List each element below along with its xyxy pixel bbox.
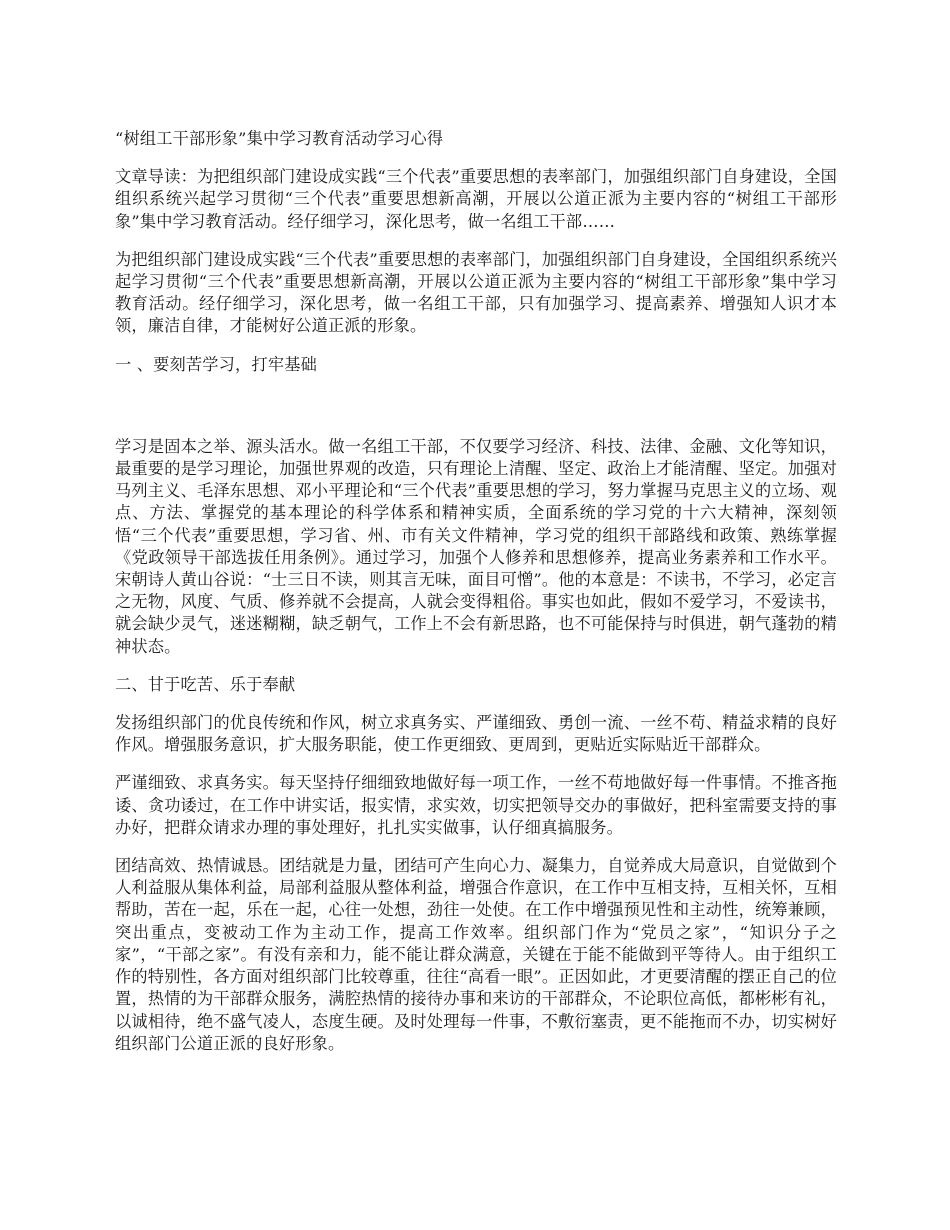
- section-2-point-2: 团结高效、热情诚恳。团结就是力量，团结可产生向心力、凝集力，自觉养成大局意识，自觉做到个人利益服从集体利益，局部利益服从整体利益，增强合作意识，在工作中互相支持，互相关怀，互相帮助，苦在一起，乐在一起，心往一处想，劲往一处使。在工作中增强预见性和主动性，统筹兼顾，突出重点，变被动工作为主动工作，提高工作效率。组织部门作为“党员之家”，“知识分子之家”，“干部之家”。有没有亲和力，能不能让群众满意，关键在于能不能做到平等待人。由于组织工作的特别性，各方面对组织部门比较尊重，往往“高看一眼”。正因如此，才更要清醒的摆正自己的位置，热情的为干部群众服务，满腔热情的接待办事和来访的干部群众，不论职位高低，都彬彬有礼，以诚相待，绝不盛气凌人，态度生硬。及时处理每一件事，不敷衍塞责，更不能拖而不办，切实树好组织部门公道正派的良好形象。: [115, 856, 837, 1053]
- opening-paragraph: 为把组织部门建设成实践“三个代表”重要思想的表率部门，加强组织部门自身建设，全国组织系统兴起学习贯彻“三个代表”重要思想新高潮，开展以公道正派为主要内容的“树组工干部形象”集中学习教育活动。经仔细学习，深化思考，做一名组工干部，只有加强学习、提高素养、增强知人识才本领，廉洁自律，才能树好公道正派的形象。: [115, 249, 837, 336]
- section-heading-1: 一 、要刻苦学习，打牢基础: [115, 354, 317, 374]
- document-page: [115, 128, 837, 1071]
- section-2-point-1: 严谨细致、求真务实。每天坚持仔细细致地做好每一项工作，一丝不苟地做好每一件事情。不推吝拖诿、贪功诿过，在工作中讲实话，报实情，求实效，切实把领导交办的事做好，把科室需要支持的事办好，把群众请求办理的事处理好，扎扎实实做事，认仔细真搞服务。: [115, 773, 837, 837]
- section-heading-2: 二、甘于吃苦、乐于奉献: [115, 674, 296, 694]
- section-1-body: 学习是固本之举、源头活水。做一名组工干部，不仅要学习经济、科技、法律、金融、文化等知识，最重要的是学习理论，加强世界观的改造，只有理论上清醒、坚定、政治上才能清醒、坚定。加强对马列主义、毛泽东思想、邓小平理论和“三个代表”重要思想的学习，努力掌握马克思主义的立场、观点、方法、掌握党的基本理论的科学体系和精神实质，全面系统的学习党的十六大精神，深刻领悟“三个代表”重要思想，学习省、州、市有关文件精神，学习党的组织干部路线和政策、熟练掌握《党政领导干部选拔任用条例》。通过学习，加强个人修养和思想修养，提高业务素养和工作水平。宋朝诗人黄山谷说：“士三日不读，则其言无味，面目可憎”。他的本意是：不读书，不学习，必定言之无物，风度、气质、修养就不会提高，人就会变得粗俗。事实也如此，假如不爱学习，不爱读书，就会缺少灵气，迷迷糊糊，缺乏朝气，工作上不会有新思路，也不可能保持与时俱进，朝气蓬勃的精神状态。: [115, 436, 837, 656]
- document-title: “树组工干部形象”集中学习教育活动学习心得: [115, 129, 444, 148]
- intro-paragraph: 文章导读：为把组织部门建设成实践“三个代表”重要思想的表率部门，加强组织部门自身建设，全国组织系统兴起学习贯彻“三个代表”重要思想新高潮，开展以公道正派为主要内容的“树组工干部形象”集中学习教育活动。经仔细学习，深化思考，做一名组工干部……: [115, 167, 837, 231]
- section-2-body: 发扬组织部门的优良传统和作风，树立求真务实、严谨细致、勇创一流、一丝不苟、精益求精的良好作风。增强服务意识，扩大服务职能，使工作更细致、更周到，更贴近实际贴近干部群众。: [115, 713, 837, 755]
